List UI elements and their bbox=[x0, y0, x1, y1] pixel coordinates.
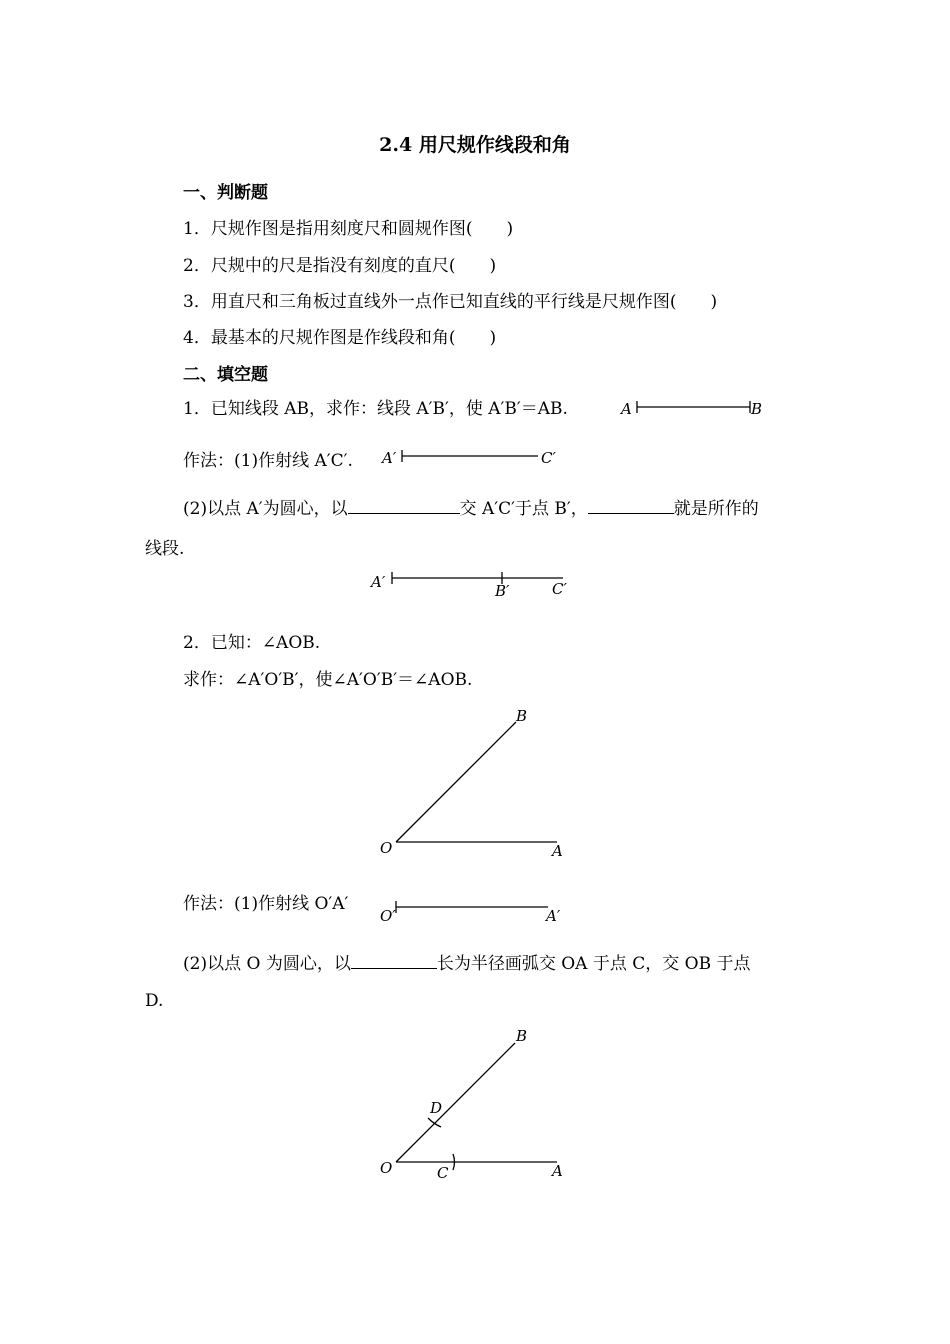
label-c-prime: C′ bbox=[541, 449, 556, 467]
judgement-item-4: 4．最基本的尺规作图是作线段和角( ) bbox=[183, 328, 497, 348]
q1-step2-part-d: 线段. bbox=[145, 539, 185, 559]
section-heading-judgement: 一、判断题 bbox=[183, 183, 268, 203]
q2-step2-part-b: 长为半径画弧交 OA 于点 C，交 OB 于点 bbox=[436, 954, 751, 974]
q2-step1: 作法：(1)作射线 O′A′ bbox=[183, 894, 349, 914]
judgement-item-3: 3．用直尺和三角板过直线外一点作已知直线的平行线是尺规作图( ) bbox=[183, 292, 718, 312]
label-b: B bbox=[751, 400, 763, 418]
q1-step2-part-b: 交 A′C′于点 B′， bbox=[459, 499, 588, 519]
q1-step2-part-c: 就是所作的 bbox=[673, 499, 759, 519]
label-o-angle: O bbox=[380, 839, 393, 857]
judgement-item-2: 2．尺规中的尺是指没有刻度的直尺( ) bbox=[183, 256, 497, 276]
label-a-prime-2: A′ bbox=[371, 573, 386, 591]
label-c: C bbox=[437, 1164, 449, 1182]
label-c-prime-2: C′ bbox=[552, 580, 567, 598]
q1-step1: 作法：(1)作射线 A′C′. bbox=[183, 451, 353, 471]
ray-ob-2 bbox=[396, 1043, 515, 1162]
q2-step2-part-c: D. bbox=[145, 991, 164, 1011]
q2-ask: 求作：∠A′O′B′，使∠A′O′B′＝∠AOB. bbox=[183, 670, 473, 690]
q2-given: 2．已知：∠AOB. bbox=[183, 633, 321, 653]
judgement-item-1: 1．尺规作图是指用刻度尺和圆规作图( ) bbox=[183, 219, 514, 239]
label-b-angle-2: B bbox=[516, 1027, 528, 1045]
page-title: 2.4 用尺规作线段和角 bbox=[379, 134, 571, 156]
q1-stem: 1．已知线段 AB，求作：线段 A′B′，使 A′B′＝AB. bbox=[183, 399, 568, 419]
label-b-prime: B′ bbox=[495, 582, 510, 600]
label-a-angle-2: A bbox=[552, 1162, 563, 1180]
label-d: D bbox=[430, 1099, 443, 1117]
ray-ob bbox=[396, 722, 516, 842]
label-o-prime: O′ bbox=[380, 907, 396, 925]
label-a: A bbox=[621, 400, 632, 418]
label-b-angle: B bbox=[516, 707, 528, 725]
label-a-prime: A′ bbox=[382, 449, 397, 467]
label-o-angle-2: O bbox=[380, 1159, 393, 1177]
q2-step2-part-a: (2)以点 O 为圆心，以 bbox=[183, 954, 351, 974]
label-a-prime-ray: A′ bbox=[546, 907, 561, 925]
q1-step2-part-a: (2)以点 A′为圆心，以 bbox=[183, 499, 348, 519]
label-a-angle: A bbox=[552, 842, 563, 860]
section-heading-fill-in: 二、填空题 bbox=[183, 365, 268, 385]
